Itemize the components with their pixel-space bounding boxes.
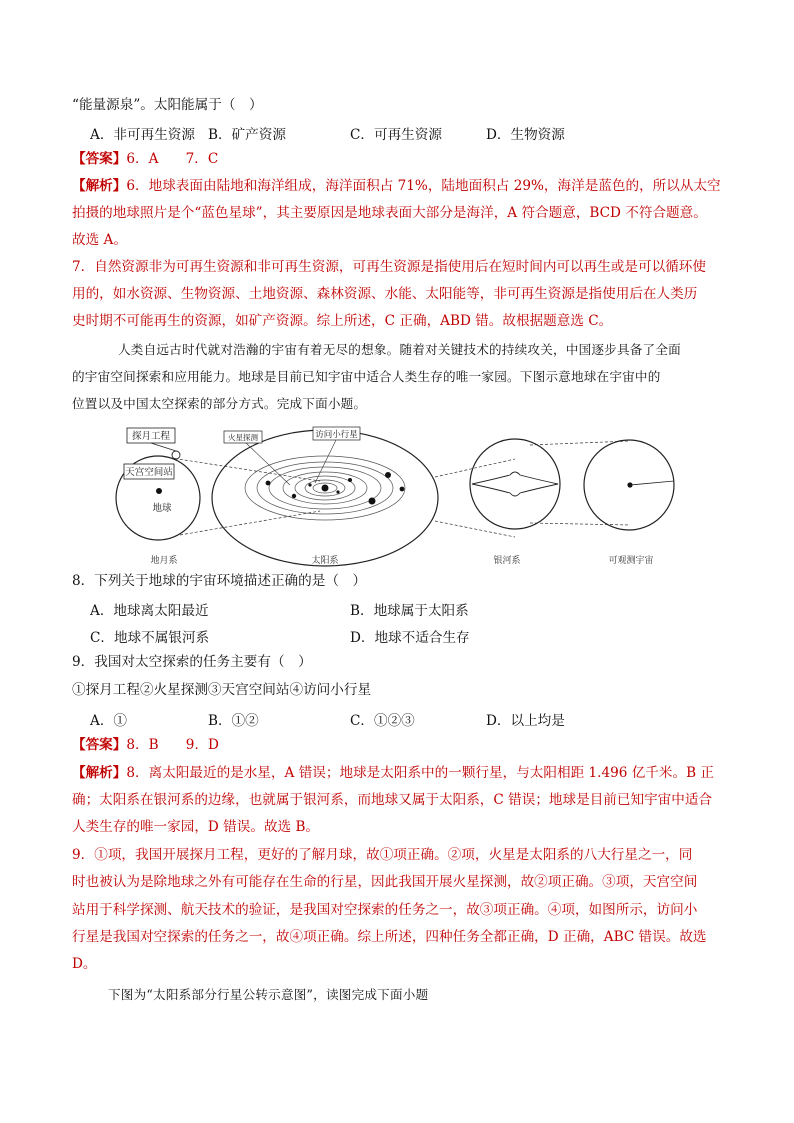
q9-items: ①探月工程②火星探测③天宫空间站④访问小行星 [72,682,372,698]
analysis-line: 人类生存的唯一家园，D 错误。故选 B。 [72,819,320,835]
caption-earth-moon: 地月系 [150,556,178,566]
q9-stem: 9．我国对太空探索的任务主要有（ ） [72,654,312,670]
analysis-line: 时也被认为是除地球之外有可能存在生命的行星，因此我国开展火星探测，故②项正确。③项，天宫空间 [72,874,698,890]
caption-solar: 太阳系 [311,556,339,566]
option-d: D．生物资源 [486,127,565,143]
galaxy-disk [472,472,558,496]
option-a: A．非可再生资源 [90,127,195,143]
analysis-line: 7．自然资源非为可再生资源和非可再生资源，可再生资源是指使用后在短时间内可以再生或是可以循环使 [72,259,706,275]
passage-line: 位置以及中国太空探索的部分方式。完成下面小题。 [72,396,367,411]
passage-line: 人类自远古时代就对浩瀚的宇宙有着无尽的想象。随着对关键技术的持续攻关，中国逐步具备了全面 [118,342,681,357]
earth-dot [156,488,162,494]
analysis-line: 9．①项，我国开展探月工程，更好的了解月球，故①项正确。②项，火星是太阳系的八大行星之一，同 [72,847,693,863]
analysis-line: D。 [72,956,97,972]
option-b: B．矿产资源 [208,127,286,143]
solar-system-ellipse [212,430,438,566]
label-mars: 火星探测 [228,433,258,442]
label-asteroid: 访问小行星 [315,430,358,440]
galaxy-circle [470,439,560,529]
analysis-tag: 【解析】 [72,178,127,194]
label-earth: 地球 [152,503,172,514]
answer-text: 8．B 9．D [126,737,219,753]
answer-text: 6．A 7．C [126,151,219,167]
q9-option-b: B．①② [208,713,259,729]
analysis-tag: 【解析】 [72,765,127,781]
analysis-line: 故选 A。 [72,232,127,248]
passage-line: 的宇宙空间探索和应用能力。地球是目前已知宇宙中适合人类生存的唯一家园。下图示意地球在宇宙中的 [72,369,661,384]
q8-option-d: D．地球不适合生存 [350,630,470,646]
q8-option-a: A．地球离太阳最近 [90,603,209,619]
q8-option-b: B．地球属于太阳系 [350,603,469,619]
moon-dot [172,451,180,459]
label-probe-moon: 探月工程 [131,431,171,442]
question-stem: “能量源泉”。太阳能属于（ ） [72,97,263,113]
analysis-line [72,764,714,782]
q9-option-d: D．以上均是 [486,713,565,729]
analysis-text: 8．离太阳最近的是水星，A 错误；地球是太阳系中的一颗行星，与太阳相距 1.496 亿千米。B 正 [126,765,714,781]
analysis-line: 行星是我国对空探索的任务之一，故④项正确。综上所述，四种任务全都正确，D 正确，ABC 错误。故选 [72,929,707,945]
caption-galaxy: 银河系 [493,556,521,566]
analysis-line: 用的，如水资源、生物资源、土地资源、森林资源、水能、太阳能等，非可再生资源是指使用后在人类历 [72,286,698,302]
answer-tag: 【答案】 [72,737,127,753]
caption-universe: 可观测宇宙 [608,556,654,566]
option-c: C．可再生资源 [350,127,442,143]
q8-stem: 8．下列关于地球的宇宙环境描述正确的是（ ） [72,573,367,589]
answer-tag: 【答案】 [72,151,127,167]
q8-option-c: C．地球不属银河系 [90,630,210,646]
analysis-text: 6．地球表面由陆地和海洋组成，海洋面积占 71%，陆地面积占 29%，海洋是蓝色的，所以从太空 [126,178,721,194]
analysis-line: 确；太阳系在银河系的边缘，也就属于银河系，而地球又属于太阳系，C 错误；地球是目前已知宇宙中适合 [72,792,713,808]
closing-instruction: 下图为“太阳系部分行星公转示意图”，读图完成下面小题 [108,987,429,1002]
analysis-line: 史时期不可能再生的资源，如矿产资源。综上所述，C 正确，ABD 错。故根据题意选 C。 [72,313,613,329]
answer-line-1 [72,150,218,168]
q9-option-c: C．①②③ [350,713,415,729]
analysis-line: 拍摄的地球照片是个“蓝色星球”，其主要原因是地球表面大部分是海洋，A 符合题意，BCD 不符合题意。 [72,205,707,221]
answer-line-2 [72,736,219,754]
analysis-line: 站用于科学探测、航天技术的验证，是我国对空探索的任务之一，故③项正确。④项，如图所示，访问小 [72,902,698,918]
label-tiangong: 天宫空间站 [125,467,173,478]
q9-option-a: A．① [90,713,128,729]
sun-dot [322,485,329,492]
analysis-line [72,177,721,195]
space-exploration-figure [110,425,690,575]
